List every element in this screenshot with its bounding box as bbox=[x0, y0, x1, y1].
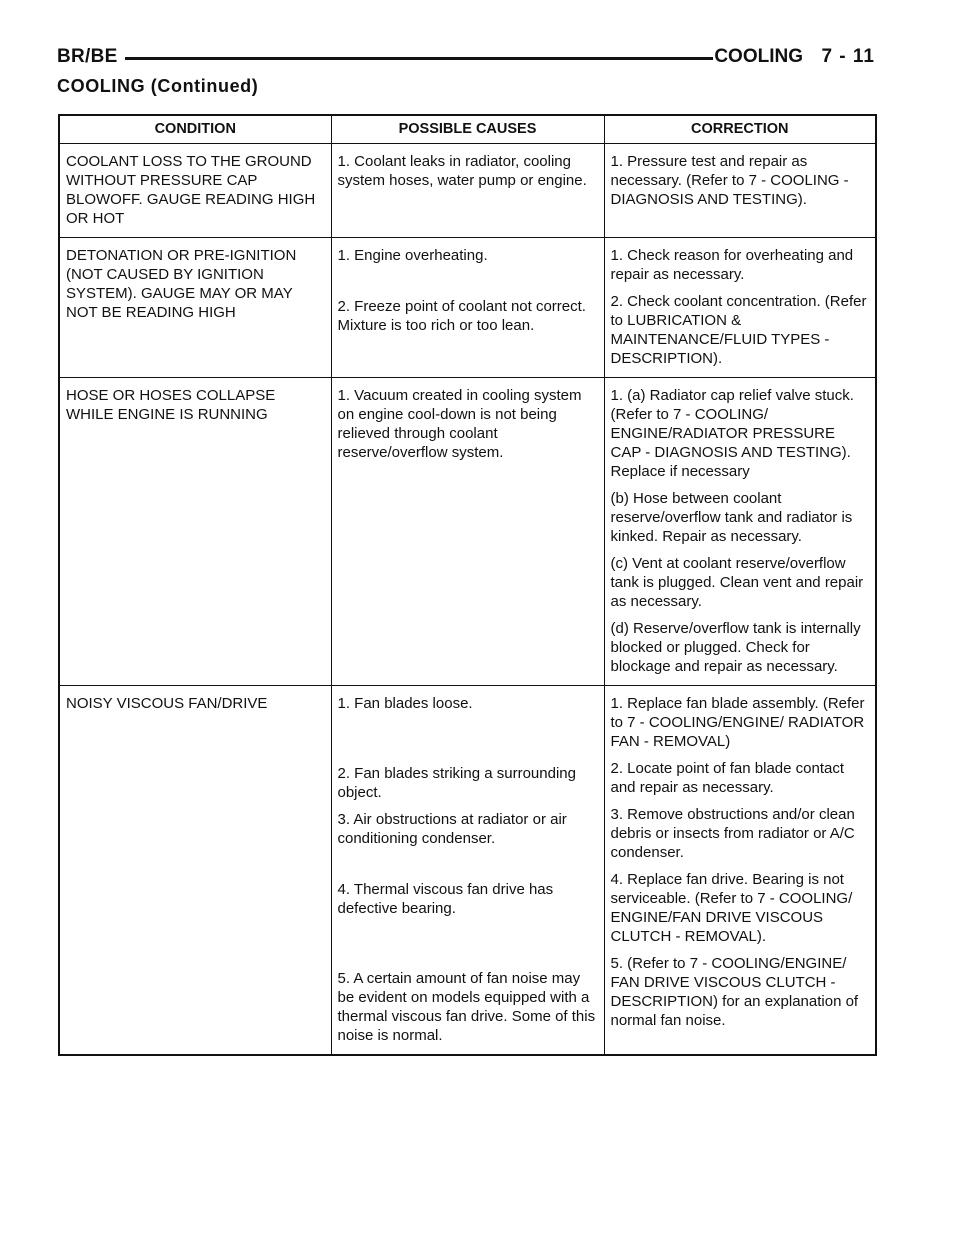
causes-cell bbox=[331, 144, 604, 238]
cause-item: 2. Freeze point of coolant not correct. Mixture is too rich or too lean. bbox=[337, 298, 586, 334]
correction-item: 1. Check reason for overheating and repair as necessary. bbox=[610, 247, 854, 283]
table-row bbox=[59, 378, 876, 686]
cause-item: 4. Thermal viscous fan drive has defective bearing. bbox=[337, 881, 554, 917]
condition-cell: DETONATION OR PRE-IGNITION (NOT CAUSED BY IGNITION SYSTEM). GAUGE MAY OR MAY NOT BE READING HIGH bbox=[59, 238, 331, 378]
condition-cell: HOSE OR HOSES COLLAPSE WHILE ENGINE IS RUNNING bbox=[59, 378, 331, 686]
correction-item: (d) Reserve/overflow tank is internally blocked or plugged. Check for blockage and repair as necessary. bbox=[610, 620, 861, 675]
correction-item: 2. Locate point of fan blade contact and repair as necessary. bbox=[610, 760, 845, 796]
table-row bbox=[59, 238, 876, 378]
correction-item: 3. Remove obstructions and/or clean debris or insects from radiator or A/C condenser. bbox=[610, 806, 855, 861]
cause-item: 1. Coolant leaks in radiator, cooling system hoses, water pump or engine. bbox=[337, 153, 587, 189]
correction-item: 4. Replace fan drive. Bearing is not serviceable. (Refer to 7 - COOLING/ ENGINE/FAN DRIVE VISCOUS CLUTCH - REMOVAL). bbox=[610, 871, 853, 945]
condition-cell: COOLANT LOSS TO THE GROUND WITHOUT PRESSURE CAP BLOWOFF. GAUGE READING HIGH OR HOT bbox=[59, 144, 331, 238]
corrections-cell bbox=[604, 686, 876, 1056]
cause-item: 1. Fan blades loose. bbox=[337, 695, 473, 712]
diagnosis-table-container bbox=[58, 114, 875, 1056]
header-rule bbox=[125, 57, 713, 60]
correction-item: (b) Hose between coolant reserve/overflow tank and radiator is kinked. Repair as necessary. bbox=[610, 490, 853, 545]
table-row bbox=[59, 144, 876, 238]
causes-cell bbox=[331, 378, 604, 686]
corrections-cell bbox=[604, 238, 876, 378]
table-header-row bbox=[59, 115, 876, 144]
cause-item: 1. Vacuum created in cooling system on engine cool-down is not being relieved through coolant reserve/overflow system. bbox=[337, 387, 582, 461]
causes-cell bbox=[331, 686, 604, 1056]
page-header bbox=[57, 44, 875, 74]
correction-item: (c) Vent at coolant reserve/overflow tank is plugged. Clean vent and repair as necessary. bbox=[610, 555, 864, 610]
corrections-cell bbox=[604, 378, 876, 686]
correction-item: 1. Pressure test and repair as necessary. (Refer to 7 - COOLING - DIAGNOSIS AND TESTING). bbox=[610, 153, 849, 208]
causes-cell bbox=[331, 238, 604, 378]
cause-item: 2. Fan blades striking a surrounding object. bbox=[337, 765, 576, 801]
condition-cell: NOISY VISCOUS FAN/DRIVE bbox=[59, 686, 331, 1056]
cause-item: 1. Engine overheating. bbox=[337, 247, 488, 264]
model-label: BR/BE bbox=[57, 46, 118, 67]
correction-item: 2. Check coolant concentration. (Refer to LUBRICATION & MAINTENANCE/FLUID TYPES - DESCRIPTION). bbox=[610, 293, 867, 367]
correction-item: 5. (Refer to 7 - COOLING/ENGINE/ FAN DRIVE VISCOUS CLUTCH - DESCRIPTION) for an explanation of normal fan noise. bbox=[610, 955, 859, 1029]
corrections-cell bbox=[604, 144, 876, 238]
table-row bbox=[59, 686, 876, 1056]
page-subtitle: COOLING (Continued) bbox=[57, 76, 259, 96]
cause-item: 3. Air obstructions at radiator or air conditioning condenser. bbox=[337, 811, 567, 847]
correction-item: 1. Replace fan blade assembly. (Refer to 7 - COOLING/ENGINE/ RADIATOR FAN - REMOVAL) bbox=[610, 695, 865, 750]
diagnosis-table bbox=[58, 114, 877, 1056]
section-label: COOLING bbox=[714, 46, 803, 67]
column-header-causes: POSSIBLE CAUSES bbox=[331, 115, 604, 144]
column-header-condition: CONDITION bbox=[59, 115, 331, 144]
column-header-correction: CORRECTION bbox=[604, 115, 876, 144]
page-number: 7 - 11 bbox=[821, 46, 875, 67]
correction-item: 1. (a) Radiator cap relief valve stuck. (Refer to 7 - COOLING/ ENGINE/RADIATOR PRESSURE CAP - DIAGNOSIS AND TESTING). Replace if necessary bbox=[610, 387, 854, 480]
cause-item: 5. A certain amount of fan noise may be evident on models equipped with a thermal viscous fan drive. Some of this noise is normal. bbox=[337, 970, 596, 1044]
